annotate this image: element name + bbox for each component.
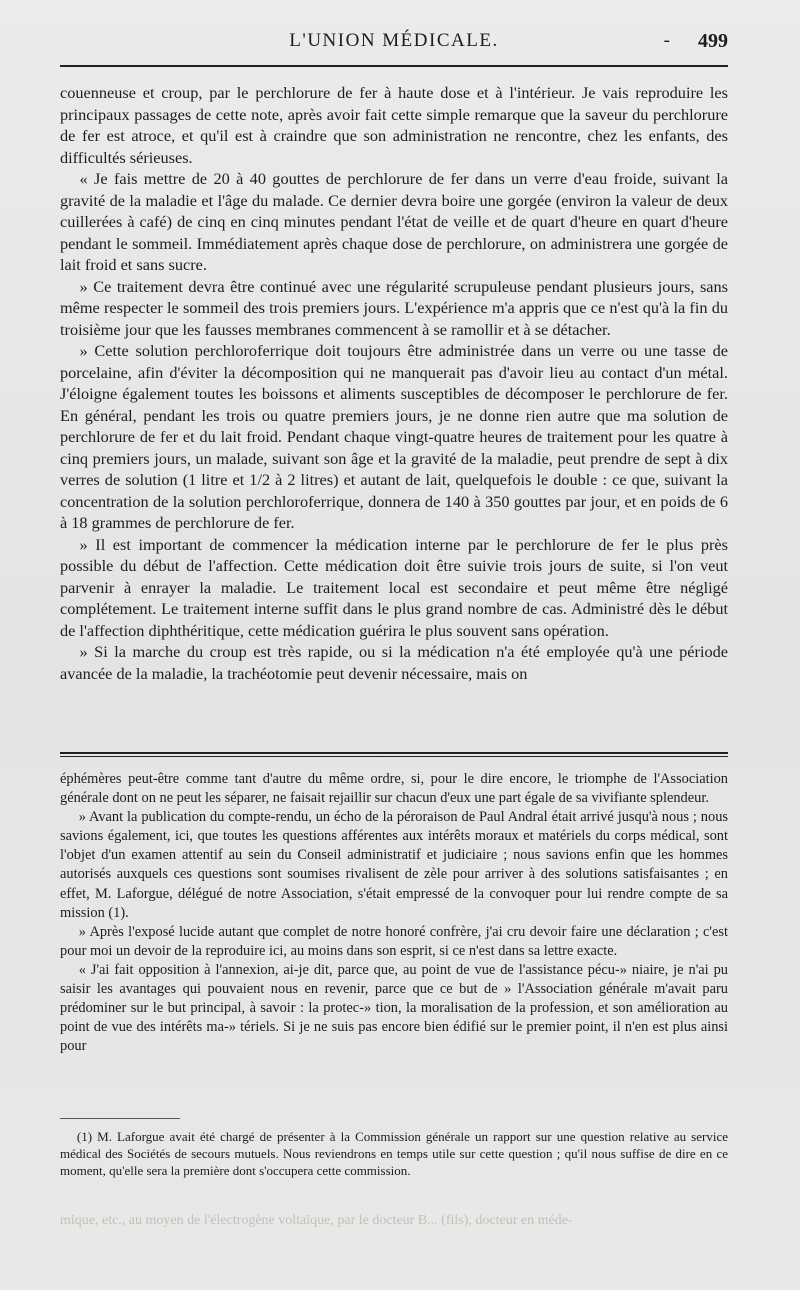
footnote-text: (1) M. Laforgue avait été chargé de présenter à la Commission générale un rapport sur une question relative au service médical des Sociétés de secours mutuels. Nous reviendrons en temps utile sur cette question ; qu'il nous suffise de dire en ce moment, qu'elle sera la première dont s'occupera cette commission. xyxy=(60,1129,728,1178)
paragraph: » Avant la publication du compte-rendu, un écho de la péroraison de Paul Andral était arrivé jusqu'à nous ; nous savions également, ici, que toutes les questions afférentes aux intérêts moraux et matériels du corps médical, sont l'objet d'un examen attentif au sein du Conseil administratif et judiciaire ; nous savions enfin que les hommes autorisés auxquels ces questions sont soumises rivalisent de zèle pour arriver à des solutions satisfaisantes ; en effet, M. Laforgue, délégué de notre Association, s'était empressé de la convoquer pour lui rendre compte de sa mission (1). xyxy=(60,809,728,921)
running-title: L'UNION MÉDICALE. xyxy=(289,30,499,51)
paragraph: » Ce traitement devra être continué avec une régularité scrupuleuse pendant plusieurs jours, sans même respecter le sommeil des trois premiers jours. L'expérience m'a appris que ce n'est qu'à la fin du troisième jour que les fausses membranes commencent à se ramollir et à se détacher. xyxy=(60,276,728,339)
paragraph: éphémères peut-être comme tant d'autre du même ordre, si, pour le dire encore, le triomphe de l'Association générale dont on ne peut les séparer, ne faisait rejaillir sur chacun d'eux une part égale de sa vivifiante splendeur. xyxy=(60,771,728,807)
page-number: 499 xyxy=(698,30,728,52)
footnote-rule xyxy=(60,1118,180,1119)
bleed-through-text: mique, etc., au moyen de l'électrogène voltaïque, par le docteur B... (fils), docteur en méde- xyxy=(60,1213,573,1228)
paragraph: » Après l'exposé lucide autant que complet de notre honoré confrère, j'ai cru devoir faire une déclaration ; c'est pour moi un devoir de la reproduire ici, au moins dans son esprit, si ce n'est dans sa lettre exacte. xyxy=(60,923,728,959)
paragraph: » Si la marche du croup est très rapide, ou si la médication n'a été employée qu'à une période avancée de la maladie, la trachéotomie peut devenir nécessaire, mais on xyxy=(60,642,728,683)
main-article-text xyxy=(60,82,728,684)
feuilleton-separator xyxy=(60,752,728,757)
paragraph: couenneuse et croup, par le perchlorure de fer à haute dose et à l'intérieur. Je vais reproduire les principaux passages de cette note, après avoir fait cette simple remarque que la saveur du perchlorure de fer est atroce, et qu'il est à craindre que son administration ne rencontre, chez les enfants, des difficultés sérieuses. xyxy=(60,83,728,167)
page-header xyxy=(60,30,728,60)
paragraph: » Il est important de commencer la médication interne par le perchlorure de fer le plus près possible du début de l'affection. Cette médication doit être suivie trois jours de suite, si l'on veut parvenir à enrayer la maladie. Le traitement local est secondaire et peut même être négligé complétement. Le traitement interne suffit dans le plus grand nombre de cas. Administré dès le début de l'affection diphthéritique, cette médication guérira le plus souvent sans opération. xyxy=(60,534,728,640)
paragraph: « J'ai fait opposition à l'annexion, ai-je dit, parce que, au point de vue de l'assistance pécu-» niaire, je n'ai pu saisir les avantages qui pouvaient nous en revenir, parce que ce but de » l'Association générale m'avait paru prédominer sur le but principal, à savoir : la protec-» tion, la moralisation de la profession, et son amélioration au point de vue des intérêts ma-» tériels. Si je ne suis pas encore bien édifié sur le premier point, il n'en est plus ainsi pour xyxy=(60,961,728,1055)
paragraph: » Cette solution perchloroferrique doit toujours être administrée dans un verre ou une tasse de porcelaine, afin d'éviter la décomposition qui ne manquerait pas d'avoir lieu au contact d'un métal. J'éloigne également toutes les boissons et aliments susceptibles de décomposer le perchlorure de fer. En général, pendant les trois ou quatre premiers jours, je ne donne rien autre que ma solution de perchlorure de fer et du lait froid. Pendant chaque vingt-quatre heures de traitement pour les quatre à cinq premiers jours, un malade, suivant son âge et la gravité de la maladie, peut prendre de sept à dix verres de solution (1 litre et 1/2 à 2 litres) et autant de lait, quelquefois le double : ce que, suivant la concentration de la solution perchloroferrique, donnera de 140 à 350 gouttes par jour, et en poids de 6 à 18 grammes de perchlorure de fer. xyxy=(60,341,728,532)
footnote xyxy=(60,1128,728,1179)
feuilleton-text xyxy=(60,770,728,1056)
paragraph: « Je fais mettre de 20 à 40 gouttes de perchlorure de fer dans un verre d'eau froide, suivant la gravité de la maladie et l'âge du malade. Ce dernier devra boire une gorgée (environ la valeur de deux cuillerées à café) de cinq en cinq minutes pendant l'état de veille et de quart d'heure en quart d'heure pendant le sommeil. Immédiatement après chaque dose de perchlorure, on administrera une gorgée de lait froid et sans sucre. xyxy=(60,169,728,274)
header-dash: - xyxy=(663,30,670,51)
header-rule xyxy=(60,65,728,67)
